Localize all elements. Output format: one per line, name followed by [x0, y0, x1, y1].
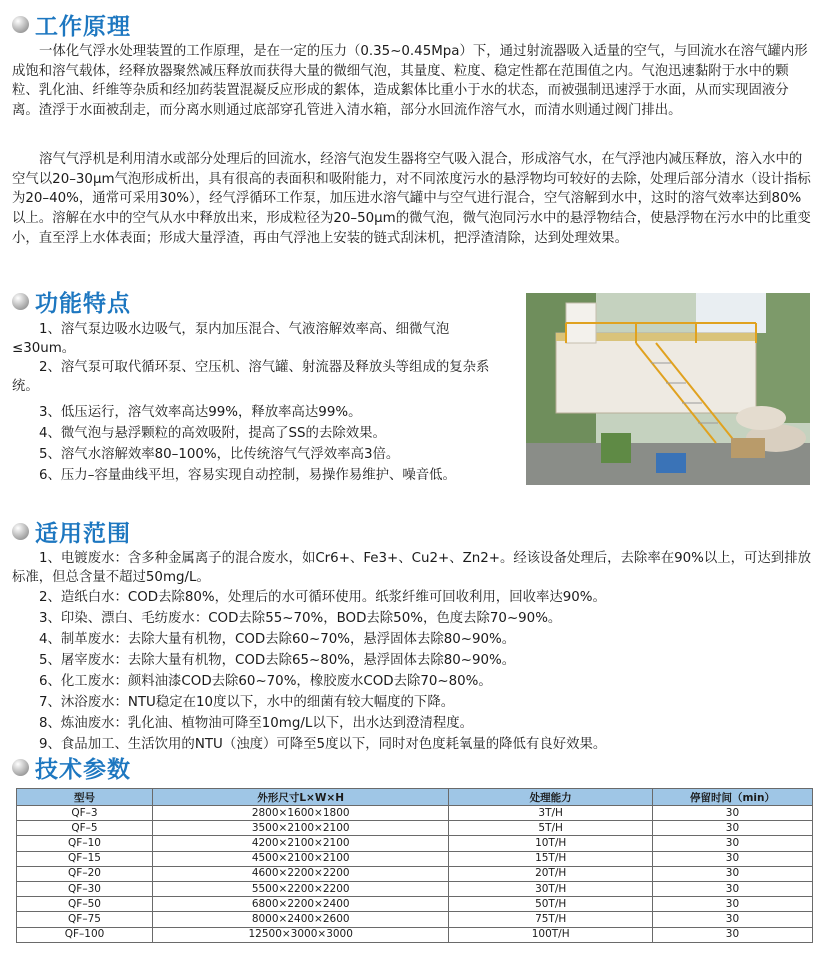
cell-model: QF–20	[17, 866, 153, 881]
cell-capacity: 15T/H	[449, 851, 653, 866]
section-features-header	[12, 287, 131, 315]
scope-item: 7、沐浴废水：NTU稳定在10度以下，水中的细菌有较大幅度的下降。	[39, 695, 455, 710]
feature-item: 1、溶气泵边吸水边吸气，泵内加压混合、气液溶解效率高、细微气泡≤30um。	[12, 322, 450, 356]
cell-dimensions: 5500×2200×2200	[153, 881, 449, 896]
header-model: 型号	[17, 789, 153, 806]
cell-dimensions: 2800×1600×1800	[153, 806, 449, 821]
scope-item: 8、炼油废水：乳化油、植物油可降至10mg/L以下，出水达到澄清程度。	[39, 716, 474, 731]
feature-item: 6、压力–容量曲线平坦，容易实现自动控制，易操作易维护、噪音低。	[39, 468, 456, 483]
section-bullet-icon	[12, 523, 29, 540]
feature-item: 5、溶气水溶解效率80–100%，比传统溶气气浮效率高3倍。	[39, 447, 400, 462]
feature-item: 2、溶气泵可取代循环泵、空压机、溶气罐、射流器及释放头等组成的复杂系统。	[12, 360, 490, 394]
cell-capacity: 100T/H	[449, 927, 653, 942]
header-retention-time: 停留时间（min）	[652, 789, 812, 806]
section-scope-header	[12, 517, 131, 545]
cell-model: QF–30	[17, 881, 153, 896]
section-params-header	[12, 753, 131, 781]
cell-capacity: 3T/H	[449, 806, 653, 821]
section-bullet-icon	[12, 293, 29, 310]
cell-dimensions: 8000×2400×2600	[153, 912, 449, 927]
scope-item: 9、食品加工、生活饮用的NTU（浊度）可降至5度以下，同时对色度耗氧量的降低有良好效果。	[39, 737, 607, 752]
cell-model: QF–15	[17, 851, 153, 866]
cell-retention-time: 30	[652, 851, 812, 866]
cell-dimensions: 12500×3000×3000	[153, 927, 449, 942]
scope-item: 3、印染、漂白、毛纺废水：COD去除55~70%，BOD去除50%，色度去除70~90%。	[39, 611, 562, 626]
cell-dimensions: 4600×2200×2200	[153, 866, 449, 881]
table-row	[17, 821, 813, 836]
table-row	[17, 851, 813, 866]
table-header-row	[17, 789, 813, 806]
section-bullet-icon	[12, 16, 29, 33]
section-title-params: 技术参数	[35, 756, 131, 783]
scope-item: 4、制革废水：去除大量有机物，COD去除60~70%，悬浮固体去除80~90%。	[39, 632, 516, 647]
header-capacity: 处理能力	[449, 789, 653, 806]
cell-retention-time: 30	[652, 806, 812, 821]
cell-capacity: 75T/H	[449, 912, 653, 927]
scope-item: 5、屠宰废水：去除大量有机物，COD去除65~80%，悬浮固体去除80~90%。	[39, 653, 516, 668]
cell-capacity: 30T/H	[449, 881, 653, 896]
table-row	[17, 912, 813, 927]
section-bullet-icon	[12, 759, 29, 776]
cell-capacity: 20T/H	[449, 866, 653, 881]
table-row	[17, 836, 813, 851]
principle-paragraph-1: 一体化气浮水处理装置的工作原理，是在一定的压力（0.35~0.45Mpa）下，通过射流器吸入适量的空气，与回流水在溶气罐内形成饱和溶气载体，经释放器聚然减压释放而获得大量的微细气泡，其量度、粒度、稳定性都在范围值之内。气泡迅速黏附于水中的颗粒、乳化油、纤维等杂质和经加药装置混凝反应形成的絮体，造成絮体比重小于水的状态，而被强制迅速浮于水面，从而实现固液分离。渣浮于水面被刮走，而分离水则通过底部穿孔管进入清水箱，部分水回流作溶气水，而清水则通过阀门排出。	[12, 44, 808, 119]
cell-model: QF–50	[17, 897, 153, 912]
cell-retention-time: 30	[652, 866, 812, 881]
cell-retention-time: 30	[652, 881, 812, 896]
table-row	[17, 866, 813, 881]
cell-dimensions: 6800×2200×2400	[153, 897, 449, 912]
cell-retention-time: 30	[652, 912, 812, 927]
feature-item: 3、低压运行，溶气效率高达99%，释放率高达99%。	[39, 405, 362, 420]
section-title-principle: 工作原理	[35, 13, 131, 40]
cell-retention-time: 30	[652, 821, 812, 836]
cell-retention-time: 30	[652, 836, 812, 851]
table-row	[17, 927, 813, 942]
section-principle-header	[12, 10, 131, 38]
cell-model: QF–5	[17, 821, 153, 836]
header-dimensions: 外形尺寸L×W×H	[153, 789, 449, 806]
cell-capacity: 50T/H	[449, 897, 653, 912]
scope-item: 1、电镀废水：含多种金属离子的混合废水，如Cr6+、Fe3+、Cu2+、Zn2+。经该设备处理后，去除率在90%以上，可达到排放标准，但总含量不超过50mg/L。	[12, 551, 811, 585]
cell-model: QF–100	[17, 927, 153, 942]
section-title-scope: 适用范围	[35, 520, 131, 547]
feature-item: 4、微气泡与悬浮颗粒的高效吸附，提高了SS的去除效果。	[39, 426, 386, 441]
cell-dimensions: 4200×2100×2100	[153, 836, 449, 851]
cell-model: QF–3	[17, 806, 153, 821]
cell-model: QF–10	[17, 836, 153, 851]
air-flotation-machine-image	[526, 293, 810, 485]
cell-dimensions: 4500×2100×2100	[153, 851, 449, 866]
table-row	[17, 806, 813, 821]
cell-model: QF–75	[17, 912, 153, 927]
section-title-features: 功能特点	[35, 290, 131, 317]
params-table	[16, 788, 813, 943]
cell-retention-time: 30	[652, 927, 812, 942]
cell-dimensions: 3500×2100×2100	[153, 821, 449, 836]
cell-capacity: 10T/H	[449, 836, 653, 851]
scope-item: 6、化工废水：颜料油漆COD去除60~70%，橡胶废水COD去除70~80%。	[39, 674, 492, 689]
principle-paragraph-2: 溶气气浮机是利用清水或部分处理后的回流水，经溶气泡发生器将空气吸入混合，形成溶气水，在气浮池内减压释放，溶入水中的空气以20–30μm气泡形成析出，具有很高的表面积和吸附能力，对不同浓度污水的悬浮物均可较好的去除，处理后部分清水（设计指标为20–40%，通常可采用30%），经气浮循环工作泵，加压进水溶气罐中与空气进行混合，空气溶解到水中，这时的溶气效率达到80%以上。溶解在水中的空气从水中释放出来，形成粒径为20–50μm的微气泡，微气泡同污水中的悬浮物结合，使悬浮物在污水中的比重变小，直至浮上水体表面；形成大量浮渣，再由气浮池上安装的链式刮沫机，把浮渣清除，达到处理效果。	[12, 152, 811, 246]
cell-retention-time: 30	[652, 897, 812, 912]
table-row	[17, 881, 813, 896]
equipment-photo	[526, 293, 810, 485]
scope-item: 2、造纸白水：COD去除80%，处理后的水可循环使用。纸浆纤维可回收利用，回收率达90%。	[39, 590, 606, 605]
table-row	[17, 897, 813, 912]
cell-capacity: 5T/H	[449, 821, 653, 836]
